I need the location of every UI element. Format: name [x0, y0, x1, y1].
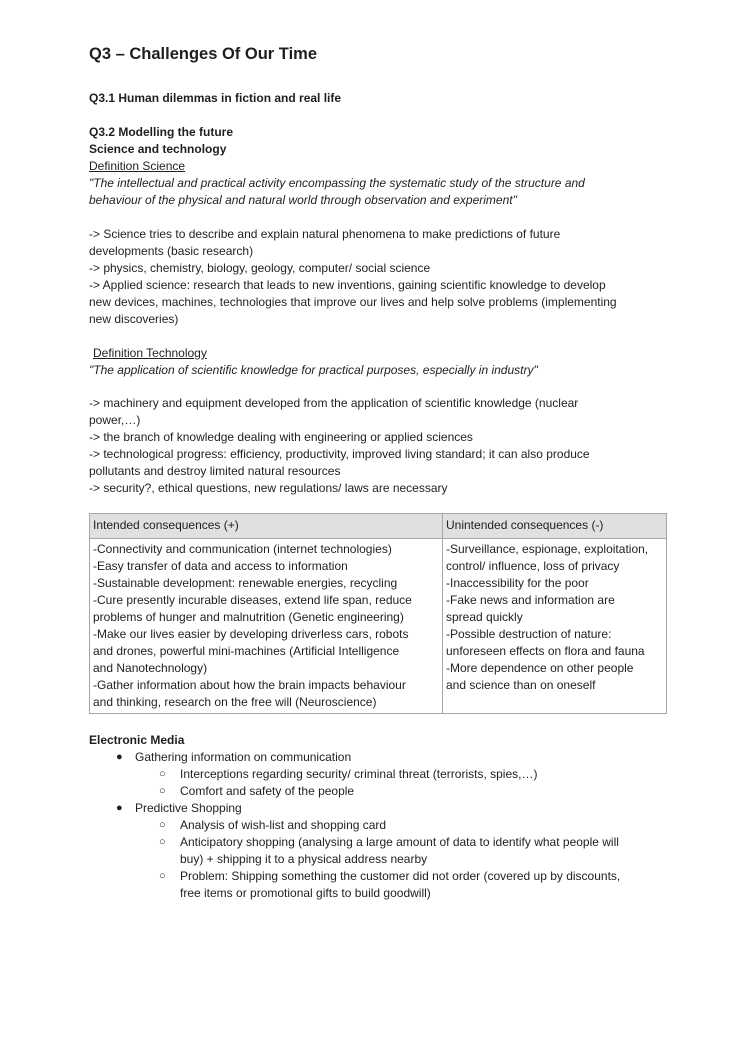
text-line: developments (basic research) — [89, 244, 254, 258]
section-q3-2: Q3.2 Modelling the future — [89, 125, 234, 139]
sub-list-item — [89, 783, 679, 800]
cell-line: -Inaccessibility for the poor — [446, 576, 589, 590]
electronic-media-heading: Electronic Media — [89, 733, 185, 747]
definition-science-quote — [89, 175, 664, 209]
text-line: pollutants and destroy limited natural resources — [89, 464, 341, 478]
cell-line: -Easy transfer of data and access to information — [93, 559, 348, 573]
text-line: new discoveries) — [89, 312, 179, 326]
list-item — [89, 800, 679, 817]
sub-list-item-text: Interceptions regarding security/ criminal threat (terrorists, spies,…) — [180, 767, 538, 781]
cell-line: and thinking, research on the free will (Neuroscience) — [93, 695, 377, 709]
text-line: new devices, machines, technologies that improve our lives and help solve problems (implementing — [89, 295, 617, 309]
quote-line: behaviour of the physical and natural world through observation and experiment" — [89, 193, 517, 207]
definition-technology-label: Definition Technology — [93, 346, 207, 360]
list-item-text: Gathering information on communication — [135, 750, 352, 764]
circle-bullet-icon: ○ — [159, 870, 166, 882]
circle-bullet-icon: ○ — [159, 819, 166, 831]
sub-list-item-text: Problem: Shipping something the customer did not order (covered up by discounts, — [180, 869, 621, 883]
page-title: Q3 – Challenges Of Our Time — [89, 45, 318, 63]
technology-points — [89, 395, 664, 497]
header-unintended: Unintended consequences (-) — [443, 514, 667, 539]
circle-bullet-icon: ○ — [159, 768, 166, 780]
header-intended: Intended consequences (+) — [90, 514, 443, 539]
text-line: -> Applied science: research that leads to new inventions, gaining scientific knowledge to develop — [89, 278, 606, 292]
cell-line: -Cure presently incurable diseases, extend life span, reduce — [93, 593, 412, 607]
cell-line: problems of hunger and malnutrition (Genetic engineering) — [93, 610, 404, 624]
cell-line: -Gather information about how the brain impacts behaviour — [93, 678, 406, 692]
electronic-media-section — [89, 732, 679, 902]
cell-line: -More dependence on other people — [446, 661, 634, 675]
circle-bullet-icon: ○ — [159, 785, 166, 797]
quote-line: "The intellectual and practical activity encompassing the systematic study of the structure and — [89, 176, 585, 190]
definition-technology-quote: "The application of scientific knowledge for practical purposes, especially in industry" — [89, 363, 538, 377]
cell-line: spread quickly — [446, 610, 523, 624]
sub-list-item-text: buy) + shipping it to a physical address nearby — [180, 852, 428, 866]
science-points — [89, 226, 664, 328]
text-line: -> security?, ethical questions, new regulations/ laws are necessary — [89, 481, 448, 495]
sub-list-item-text: Analysis of wish-list and shopping card — [180, 818, 387, 832]
cell-line: and drones, powerful mini-machines (Artificial Intelligence — [93, 644, 400, 658]
cell-line: -Make our lives easier by developing driverless cars, robots — [93, 627, 409, 641]
cell-line: and science than on oneself — [446, 678, 596, 692]
cell-line: -Surveillance, espionage, exploitation, — [446, 542, 649, 556]
sub-list-item — [89, 766, 679, 783]
list-item-text: Predictive Shopping — [135, 801, 242, 815]
intended-cell — [90, 539, 443, 714]
cell-line: and Nanotechnology) — [93, 661, 208, 675]
text-line: -> the branch of knowledge dealing with engineering or applied sciences — [89, 430, 473, 444]
cell-line: control/ influence, loss of privacy — [446, 559, 620, 573]
sub-list-item — [89, 834, 679, 868]
text-line: -> technological progress: efficiency, productivity, improved living standard; it can also produce — [89, 447, 590, 461]
bullet-icon: ● — [116, 802, 123, 814]
sub-list-item-text: Comfort and safety of the people — [180, 784, 355, 798]
sub-list-item-text: free items or promotional gifts to build goodwill) — [180, 886, 431, 900]
cell-line: -Possible destruction of nature: — [446, 627, 612, 641]
table-row — [90, 539, 667, 714]
text-line: -> Science tries to describe and explain natural phenomena to make predictions of future — [89, 227, 561, 241]
bullet-icon: ● — [116, 751, 123, 763]
unintended-cell — [443, 539, 667, 714]
circle-bullet-icon: ○ — [159, 836, 166, 848]
cell-line: -Sustainable development: renewable energies, recycling — [93, 576, 398, 590]
consequences-table — [89, 513, 667, 714]
cell-line: -Connectivity and communication (internet technologies) — [93, 542, 392, 556]
text-line: -> physics, chemistry, biology, geology, computer/ social science — [89, 261, 431, 275]
cell-line: -Fake news and information are — [446, 593, 615, 607]
section-q3-1: Q3.1 Human dilemmas in fiction and real life — [89, 91, 342, 105]
sub-list-item-text: Anticipatory shopping (analysing a large amount of data to identify what people will — [180, 835, 619, 849]
science-heading: Science and technology — [89, 142, 227, 156]
sub-list-item — [89, 817, 679, 834]
text-line: -> machinery and equipment developed from the application of scientific knowledge (nuclear — [89, 396, 579, 410]
definition-science-label: Definition Science — [89, 159, 186, 173]
list-item — [89, 749, 679, 766]
sub-list-item — [89, 868, 679, 902]
table-header-row — [90, 514, 667, 539]
text-line: power,…) — [89, 413, 141, 427]
cell-line: unforeseen effects on flora and fauna — [446, 644, 645, 658]
